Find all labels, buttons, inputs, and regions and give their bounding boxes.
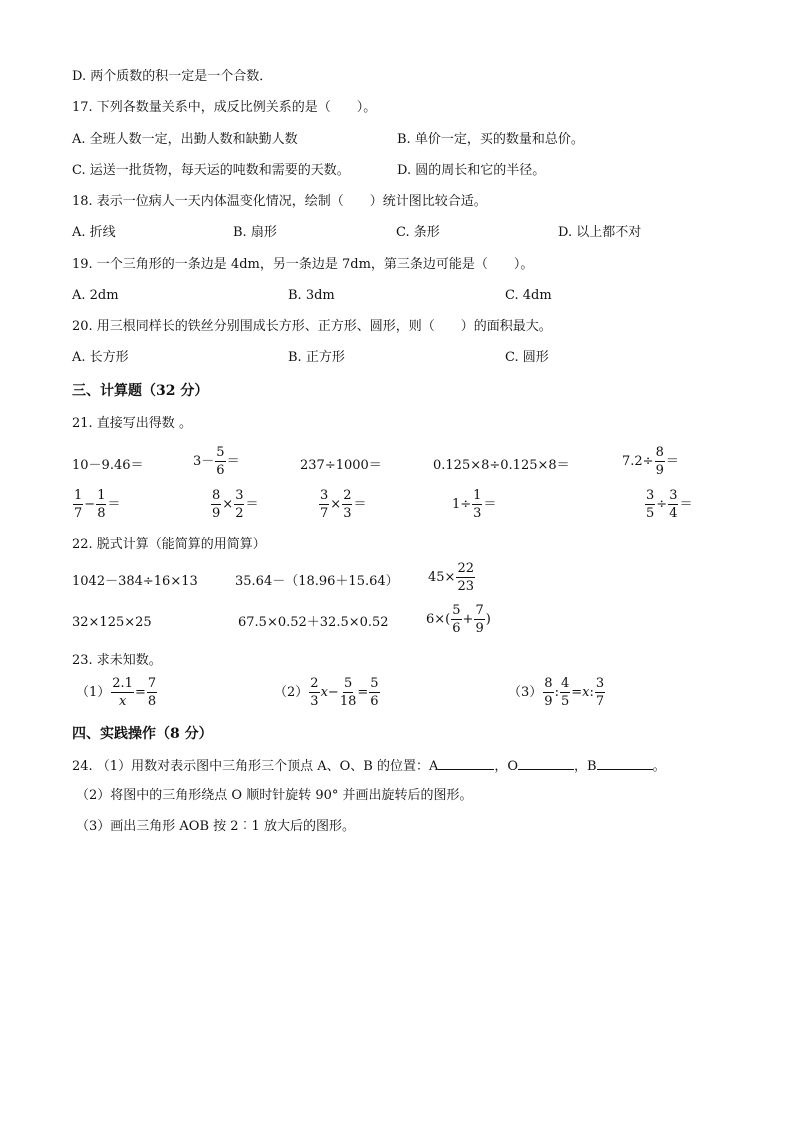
q17-option-a: A. 全班人数一定，出勤人数和缺勤人数 <box>72 132 298 147</box>
q20-option-b: B. 正方形 <box>288 350 345 365</box>
q21-expr-10: $\frac{3}{5}$ ÷ $\frac{3}{4}$ ＝ <box>646 488 693 521</box>
q21-expr-9: 1÷ $\frac{1}{3}$ ＝ <box>452 488 497 521</box>
q19-stem: 19. 一个三角形的一条边是 4dm，另一条边是 7dm，第三条边可能是（ ）。 <box>72 257 534 272</box>
q18-stem: 18. 表示一位病人一天内体温变化情况，绘制（ ）统计图比较合适。 <box>72 194 487 209</box>
q18-option-c: C. 条形 <box>396 225 440 240</box>
q22-expr-3: 45× $\frac{22}{23}$ <box>428 561 474 594</box>
q17-option-d: D. 圆的周长和它的半径。 <box>397 163 546 178</box>
q20-option-c: C. 圆形 <box>505 350 549 365</box>
section-3-title: 三、计算题（32 分） <box>72 383 209 399</box>
q23-part-2: （2） $\frac{2}{3}$ x− $\frac{5}{18}$ = $\frac{5}{6}$ <box>274 676 379 709</box>
q21-expr-3: 237÷1000＝ <box>300 458 382 473</box>
q21-expr-2: 3－ $\frac{5}{6}$ ＝ <box>193 445 240 478</box>
q21-expr-1: 10－9.46＝ <box>72 458 144 473</box>
q23-part-3: （3） $\frac{8}{9}$ : $\frac{4}{5}$ =x: $\frac{3}{7}$ <box>508 676 605 709</box>
q22-expr-2: 35.64－（18.96＋15.64） <box>235 574 399 589</box>
q20-stem: 20. 用三根同样长的铁丝分别围成长方形、正方形、圆形，则（ ）的面积最大。 <box>72 319 552 334</box>
q17-stem: 17. 下列各数量关系中，成反比例关系的是（ ）。 <box>72 100 377 115</box>
q19-option-a: A. 2dm <box>72 288 119 303</box>
q19-option-c: C. 4dm <box>505 288 552 303</box>
q21-stem: 21. 直接写出得数 。 <box>72 416 192 431</box>
q24-line-1: 24. （1）用数对表示图中三角形三个顶点 A、O、B 的位置：A ，O ，B 。 <box>72 759 666 774</box>
q22-expr-6: 6×( $\frac{5}{6}$ + $\frac{7}{9}$ ) <box>426 603 491 636</box>
answer-blank-o[interactable] <box>518 757 574 770</box>
q22-stem: 22. 脱式计算（能简算的用简算） <box>72 537 266 552</box>
q18-option-d: D. 以上都不对 <box>558 225 642 240</box>
answer-blank-a[interactable] <box>438 757 494 770</box>
section-4-title: 四、实践操作（8 分） <box>72 726 213 742</box>
q21-expr-6: $\frac{1}{7}$ − $\frac{1}{8}$ ＝ <box>74 488 121 521</box>
q17-option-b: B. 单价一定，买的数量和总价。 <box>397 132 584 147</box>
q21-expr-8: $\frac{3}{7}$ × $\frac{2}{3}$ ＝ <box>320 488 367 521</box>
q18-option-b: B. 扇形 <box>233 225 277 240</box>
q23-part-1: （1） $\frac{2.1}{x}$ = $\frac{7}{8}$ <box>76 676 157 709</box>
q17-option-c: C. 运送一批货物，每天运的吨数和需要的天数。 <box>72 163 350 178</box>
q21-expr-4: 0.125×8÷0.125×8＝ <box>433 458 570 473</box>
q16-option-d: D. 两个质数的积一定是一个合数． <box>72 69 273 84</box>
q18-option-a: A. 折线 <box>72 225 116 240</box>
q23-stem: 23. 求未知数。 <box>72 653 162 668</box>
q21-expr-5: 7.2÷ $\frac{8}{9}$ ＝ <box>622 445 679 478</box>
q22-expr-5: 67.5×0.52＋32.5×0.52 <box>238 615 389 630</box>
q20-option-a: A. 长方形 <box>72 350 129 365</box>
answer-blank-b[interactable] <box>597 757 653 770</box>
q22-expr-1: 1042－384÷16×13 <box>72 574 198 589</box>
q21-expr-7: $\frac{8}{9}$ × $\frac{3}{2}$ ＝ <box>212 488 259 521</box>
q19-option-b: B. 3dm <box>288 288 335 303</box>
q22-expr-4: 32×125×25 <box>72 615 152 630</box>
q24-line-3: （3）画出三角形 AOB 按 2︰1 放大后的图形。 <box>76 819 355 834</box>
q24-line-2: （2）将图中的三角形绕点 O 顺时针旋转 90° 并画出旋转后的图形。 <box>76 788 473 803</box>
